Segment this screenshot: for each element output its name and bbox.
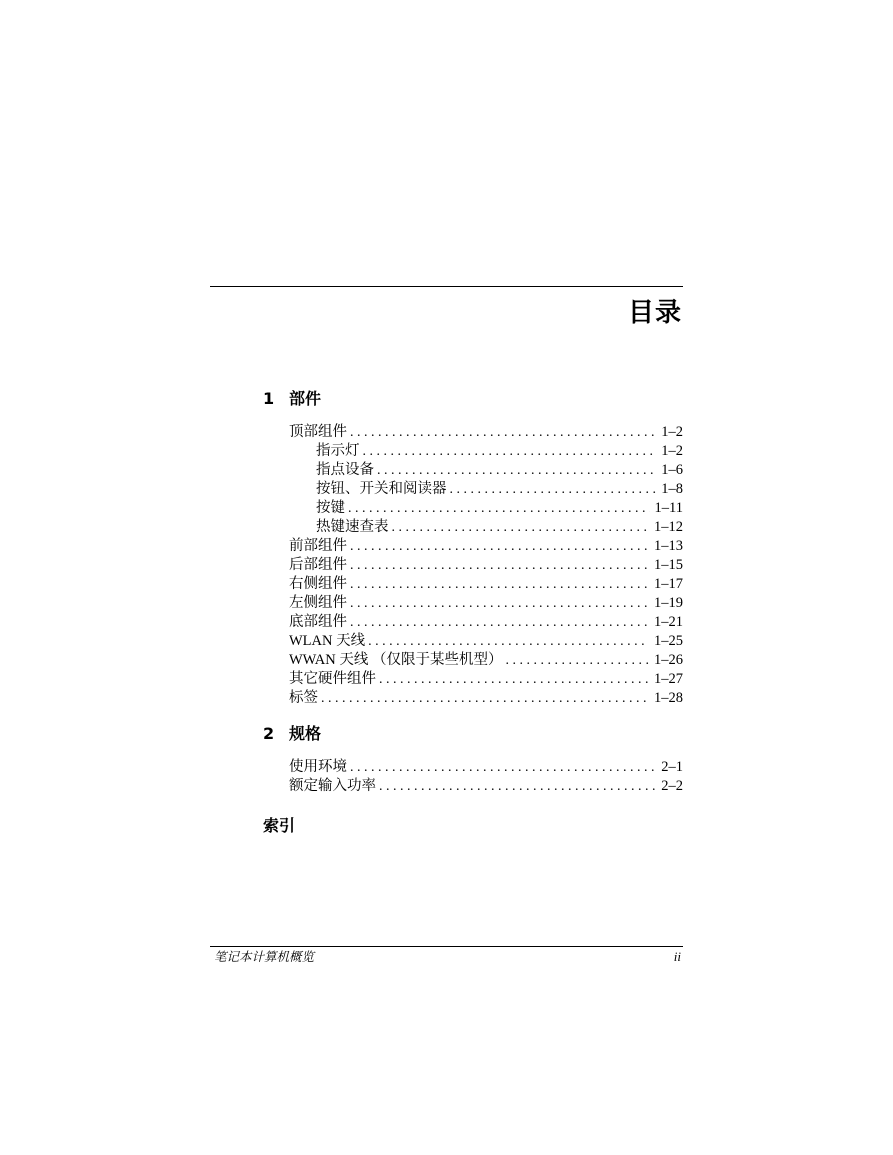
toc-entry-label: 底部组件: [289, 614, 347, 630]
toc-entry[interactable]: [316, 461, 683, 480]
dot-leader: [321, 689, 649, 708]
dot-leader: [505, 651, 649, 670]
toc-entry-label: WWAN 天线 （仅限于某些机型）: [289, 652, 503, 668]
dot-leader: [350, 758, 656, 777]
dot-leader: [363, 442, 657, 461]
toc-entry-page: 1–25: [654, 633, 683, 649]
dot-leader: [350, 575, 649, 594]
toc-entry-page: 1–8: [661, 481, 683, 497]
dot-leader: [350, 613, 649, 632]
toc-entry[interactable]: [316, 499, 683, 518]
toc-entry[interactable]: [316, 442, 683, 461]
toc-entry-page: 2–1: [661, 759, 683, 775]
toc-entry-label: 后部组件: [289, 557, 347, 573]
dot-leader: [350, 556, 649, 575]
chapter-title: 规格: [289, 724, 322, 743]
chapter-1: [263, 389, 683, 708]
toc-entry-page: 1–15: [654, 557, 683, 573]
toc-entry-label: 其它硬件组件: [289, 671, 376, 687]
toc-entry[interactable]: [289, 613, 683, 632]
toc-entry-label: 右侧组件: [289, 576, 347, 592]
header-rule: [210, 286, 683, 287]
page-title: 目录: [627, 298, 682, 328]
toc-entry[interactable]: [289, 575, 683, 594]
toc-entry-page: 1–17: [654, 576, 683, 592]
toc-entry-label: 前部组件: [289, 538, 347, 554]
toc-entry-label: 顶部组件: [289, 424, 347, 440]
dot-leader: [379, 777, 656, 796]
toc-entry-page: 2–2: [661, 778, 683, 794]
toc-entry-label: 使用环境: [289, 759, 347, 775]
dot-leader: [350, 594, 649, 613]
dot-leader: [450, 480, 657, 499]
toc-entry[interactable]: [289, 689, 683, 708]
chapter-number: 2: [263, 724, 275, 743]
chapter-title: 部件: [289, 389, 322, 408]
chapter-heading[interactable]: [263, 389, 683, 409]
dot-leader: [379, 670, 649, 689]
dot-leader: [392, 518, 650, 537]
toc-entry-page: 1–12: [654, 519, 683, 535]
toc-entry-label: 指示灯: [316, 443, 360, 459]
toc-entry[interactable]: [289, 777, 683, 796]
chapter-2: [263, 724, 683, 796]
toc-entry[interactable]: [289, 537, 683, 556]
toc-entry-label: 左侧组件: [289, 595, 347, 611]
footer-rule: [210, 946, 683, 947]
toc-list: [263, 758, 683, 796]
toc-entry-label: 热键速查表: [316, 519, 389, 535]
toc-entry-label: 额定输入功率: [289, 778, 376, 794]
toc-entry-page: 1–19: [654, 595, 683, 611]
chapter-number: 1: [263, 389, 275, 408]
dot-leader: [348, 499, 650, 518]
toc-entry-page: 1–2: [661, 424, 683, 440]
toc-entry-label: WLAN 天线: [289, 633, 366, 649]
toc-entry[interactable]: [289, 651, 683, 670]
toc-entry-page: 1–27: [654, 671, 683, 687]
toc-entry-label: 按键: [316, 500, 345, 516]
toc-entry-page: 1–28: [654, 690, 683, 706]
toc-entry[interactable]: [289, 670, 683, 689]
footer-page-number: ii: [673, 949, 681, 964]
dot-leader: [368, 632, 649, 651]
footer-document-title: 笔记本计算机概览: [214, 949, 315, 964]
toc-list: [263, 423, 683, 708]
toc-entry[interactable]: [289, 423, 683, 442]
dot-leader: [350, 537, 649, 556]
toc-entry-page: 1–11: [654, 500, 683, 516]
index-heading[interactable]: 索引: [263, 816, 296, 835]
toc-entry-label: 指点设备: [316, 462, 374, 478]
toc-entry[interactable]: [289, 632, 683, 651]
toc-entry-page: 1–13: [654, 538, 683, 554]
toc-entry[interactable]: [289, 594, 683, 613]
toc-entry[interactable]: [289, 556, 683, 575]
chapter-heading[interactable]: [263, 724, 683, 744]
dot-leader: [377, 461, 656, 480]
toc-entry-page: 1–2: [661, 443, 683, 459]
dot-leader: [350, 423, 656, 442]
toc-entry-page: 1–26: [654, 652, 683, 668]
toc-entry-page: 1–21: [654, 614, 683, 630]
toc-entry-label: 按钮、开关和阅读器: [316, 481, 447, 497]
toc-entry[interactable]: [316, 518, 683, 537]
toc-entry-page: 1–6: [661, 462, 683, 478]
toc-entry[interactable]: [316, 480, 683, 499]
toc-entry-label: 标签: [289, 690, 318, 706]
toc-entry[interactable]: [289, 758, 683, 777]
